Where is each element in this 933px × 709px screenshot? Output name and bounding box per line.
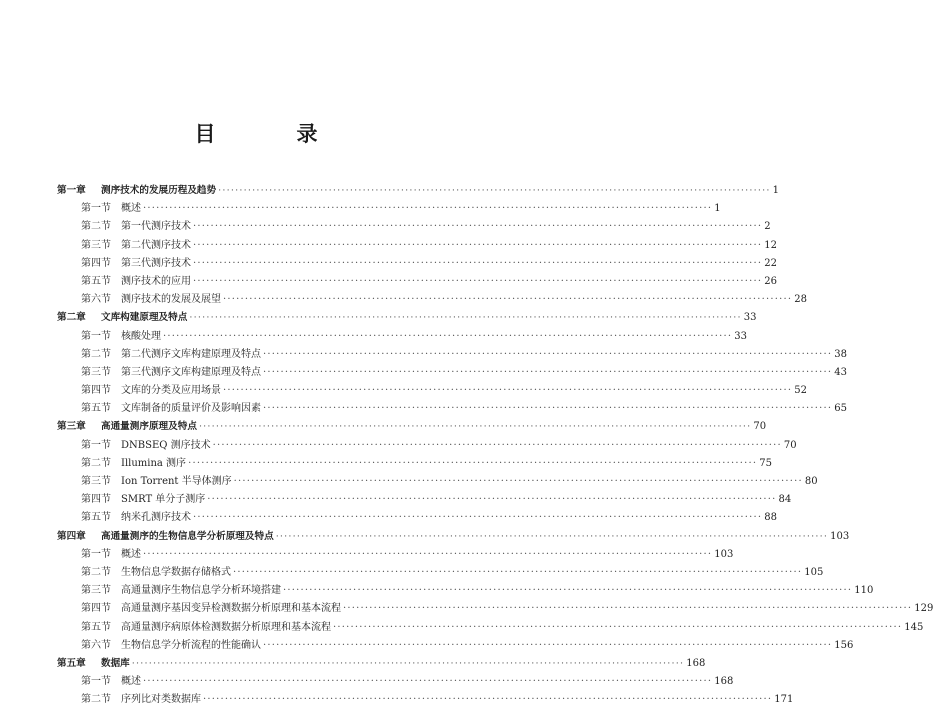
dot-leader (333, 619, 902, 637)
dot-leader (263, 637, 832, 655)
toc-section-entry[interactable] (57, 473, 818, 491)
entry-title: 第二代测序文库构建原理及特点 (121, 348, 261, 360)
page-number: 103 (830, 530, 850, 542)
dot-leader (263, 346, 832, 364)
page-title: 目 录 (194, 121, 348, 146)
dot-leader (189, 309, 741, 327)
entry-label: 第二节 (81, 694, 111, 706)
page-number: 84 (778, 494, 792, 506)
entry-title: 高通量测序生物信息学分析环境搭建 (121, 585, 281, 597)
dot-leader (207, 491, 776, 509)
toc-section-entry[interactable] (57, 437, 797, 455)
page-number: 110 (854, 585, 874, 597)
dot-leader (203, 691, 772, 709)
page-number: 12 (764, 239, 777, 251)
entry-label: 第一节 (81, 439, 111, 451)
dot-leader (343, 600, 912, 618)
dot-leader (188, 455, 757, 473)
entry-label: 第一节 (81, 676, 111, 688)
toc-section-entry[interactable] (57, 455, 773, 473)
toc-chapter-entry[interactable] (57, 182, 779, 200)
page-number: 156 (834, 639, 854, 651)
page-number: 168 (686, 657, 706, 669)
toc-section-entry[interactable] (57, 273, 777, 291)
entry-title: 第二代测序技术 (121, 239, 191, 251)
page-number: 38 (834, 348, 847, 360)
entry-label: 第二节 (81, 566, 111, 578)
toc-section-entry[interactable] (57, 509, 777, 527)
entry-title: 文库构建原理及特点 (101, 312, 188, 324)
entry-title: 生物信息学数据存储格式 (121, 566, 231, 578)
entry-title: Illumina 测序 (121, 457, 187, 469)
entry-title: 文库制备的质量评价及影响因素 (121, 403, 261, 415)
dot-leader (193, 509, 762, 527)
toc-section-entry[interactable] (57, 328, 747, 346)
dot-leader (193, 273, 762, 291)
page-number: 105 (804, 566, 824, 578)
dot-leader (193, 218, 762, 236)
toc-chapter-entry[interactable] (57, 528, 850, 546)
entry-title: Ion Torrent 半导体测序 (121, 476, 232, 487)
entry-title: 高通量测序病原体检测数据分析原理和基本流程 (121, 621, 331, 633)
toc-section-entry[interactable] (57, 255, 777, 273)
toc-section-entry[interactable] (57, 600, 933, 618)
page-number: 1 (772, 185, 779, 196)
toc-chapter-entry[interactable] (57, 309, 757, 327)
entry-title: 概述 (121, 203, 141, 215)
page-number: 80 (804, 476, 818, 487)
entry-title: 测序技术的发展及展望 (121, 294, 221, 306)
page-number: 33 (743, 312, 757, 324)
dot-leader (193, 255, 762, 273)
page-number: 75 (759, 457, 773, 469)
entry-label: 第三章 (57, 421, 86, 433)
entry-label: 第五节 (81, 512, 111, 524)
entry-label: 第二节 (81, 221, 111, 233)
page-number: 1 (714, 203, 721, 215)
entry-label: 第三节 (81, 366, 111, 378)
dot-leader (163, 328, 732, 346)
entry-label: 第三节 (81, 585, 111, 597)
entry-label: 第六节 (81, 294, 111, 306)
toc-section-entry[interactable] (57, 546, 734, 564)
entry-title: 概述 (121, 676, 141, 688)
entry-title: DNBSEQ 测序技术 (121, 439, 211, 451)
entry-label: 第一节 (81, 548, 111, 560)
toc-section-entry[interactable] (57, 346, 847, 364)
dot-leader (193, 237, 762, 255)
page-number: 129 (914, 603, 933, 615)
entry-title: 高通量测序基因变异检测数据分析原理和基本流程 (121, 603, 341, 615)
dot-leader (143, 673, 712, 691)
entry-label: 第二章 (57, 312, 86, 324)
page-number: 88 (764, 512, 777, 524)
entry-label: 第四节 (81, 603, 111, 615)
page-number: 70 (783, 439, 797, 451)
dot-leader (218, 182, 770, 200)
toc-section-entry[interactable] (57, 691, 794, 709)
toc-section-entry[interactable] (57, 382, 807, 400)
entry-label: 第四节 (81, 257, 111, 269)
page-number: 26 (764, 275, 777, 287)
entry-title: 文库的分类及应用场景 (121, 385, 221, 397)
toc-section-entry[interactable] (57, 582, 874, 600)
entry-label: 第一节 (81, 203, 111, 215)
dot-leader (263, 364, 832, 382)
toc-section-entry[interactable] (57, 364, 847, 382)
entry-label: 第五章 (57, 657, 86, 669)
dot-leader (143, 546, 712, 564)
page-number: 70 (753, 421, 767, 433)
toc-section-entry[interactable] (57, 637, 854, 655)
entry-title: 第三代测序技术 (121, 257, 191, 269)
entry-title: 第一代测序技术 (121, 221, 191, 233)
page-number: 28 (794, 294, 807, 306)
entry-label: 第四章 (57, 530, 86, 542)
page-number: 52 (794, 385, 807, 397)
entry-label: 第一章 (57, 185, 86, 196)
entry-label: 第五节 (81, 275, 111, 287)
page-number: 171 (774, 694, 794, 706)
entry-label: 第四节 (81, 494, 111, 506)
page-number: 43 (834, 366, 847, 378)
entry-title: 序列比对类数据库 (121, 694, 201, 706)
page-number: 65 (834, 403, 847, 415)
page-number: 145 (904, 621, 924, 633)
page-number: 103 (714, 548, 734, 560)
toc-section-entry[interactable] (57, 400, 847, 418)
page-number: 168 (714, 676, 734, 688)
entry-label: 第二节 (81, 457, 111, 469)
entry-title: SMRT 单分子测序 (121, 494, 206, 506)
dot-leader (143, 200, 712, 218)
toc-section-entry[interactable] (57, 237, 777, 255)
dot-leader (132, 655, 684, 673)
entry-title: 纳米孔测序技术 (121, 512, 191, 524)
entry-title: 高通量测序原理及特点 (101, 421, 197, 433)
entry-title: 测序技术的应用 (121, 275, 191, 287)
dot-leader (276, 528, 828, 546)
entry-title: 数据库 (101, 657, 130, 669)
dot-leader (234, 473, 803, 491)
toc-chapter-entry[interactable] (57, 655, 706, 673)
entry-title: 概述 (121, 548, 141, 560)
dot-leader (263, 400, 832, 418)
entry-label: 第一节 (81, 330, 111, 342)
page-number: 33 (734, 330, 747, 342)
toc-section-entry[interactable] (57, 491, 792, 509)
table-of-contents (57, 182, 933, 709)
dot-leader (199, 418, 751, 436)
toc-chapter-entry[interactable] (57, 418, 767, 436)
entry-label: 第六节 (81, 639, 111, 651)
dot-leader (213, 437, 782, 455)
entry-label: 第三节 (81, 239, 111, 251)
page-number: 2 (764, 221, 771, 233)
toc-section-entry[interactable] (57, 291, 807, 309)
entry-label: 第三节 (81, 476, 111, 487)
entry-title: 第三代测序文库构建原理及特点 (121, 366, 261, 378)
toc-section-entry[interactable] (57, 619, 924, 637)
page-number: 22 (764, 257, 777, 269)
toc-section-entry[interactable] (57, 564, 824, 582)
toc-section-entry[interactable] (57, 200, 721, 218)
entry-title: 生物信息学分析流程的性能确认 (121, 639, 261, 651)
dot-leader (233, 564, 802, 582)
dot-leader (223, 382, 792, 400)
entry-label: 第五节 (81, 621, 111, 633)
entry-title: 核酸处理 (121, 330, 161, 342)
entry-title: 测序技术的发展历程及趋势 (101, 185, 217, 196)
entry-label: 第二节 (81, 348, 111, 360)
toc-section-entry[interactable] (57, 673, 734, 691)
entry-label: 第五节 (81, 403, 111, 415)
entry-label: 第四节 (81, 385, 111, 397)
entry-title: 高通量测序的生物信息学分析原理及特点 (101, 530, 274, 542)
dot-leader (283, 582, 852, 600)
toc-section-entry[interactable] (57, 218, 771, 236)
dot-leader (223, 291, 792, 309)
